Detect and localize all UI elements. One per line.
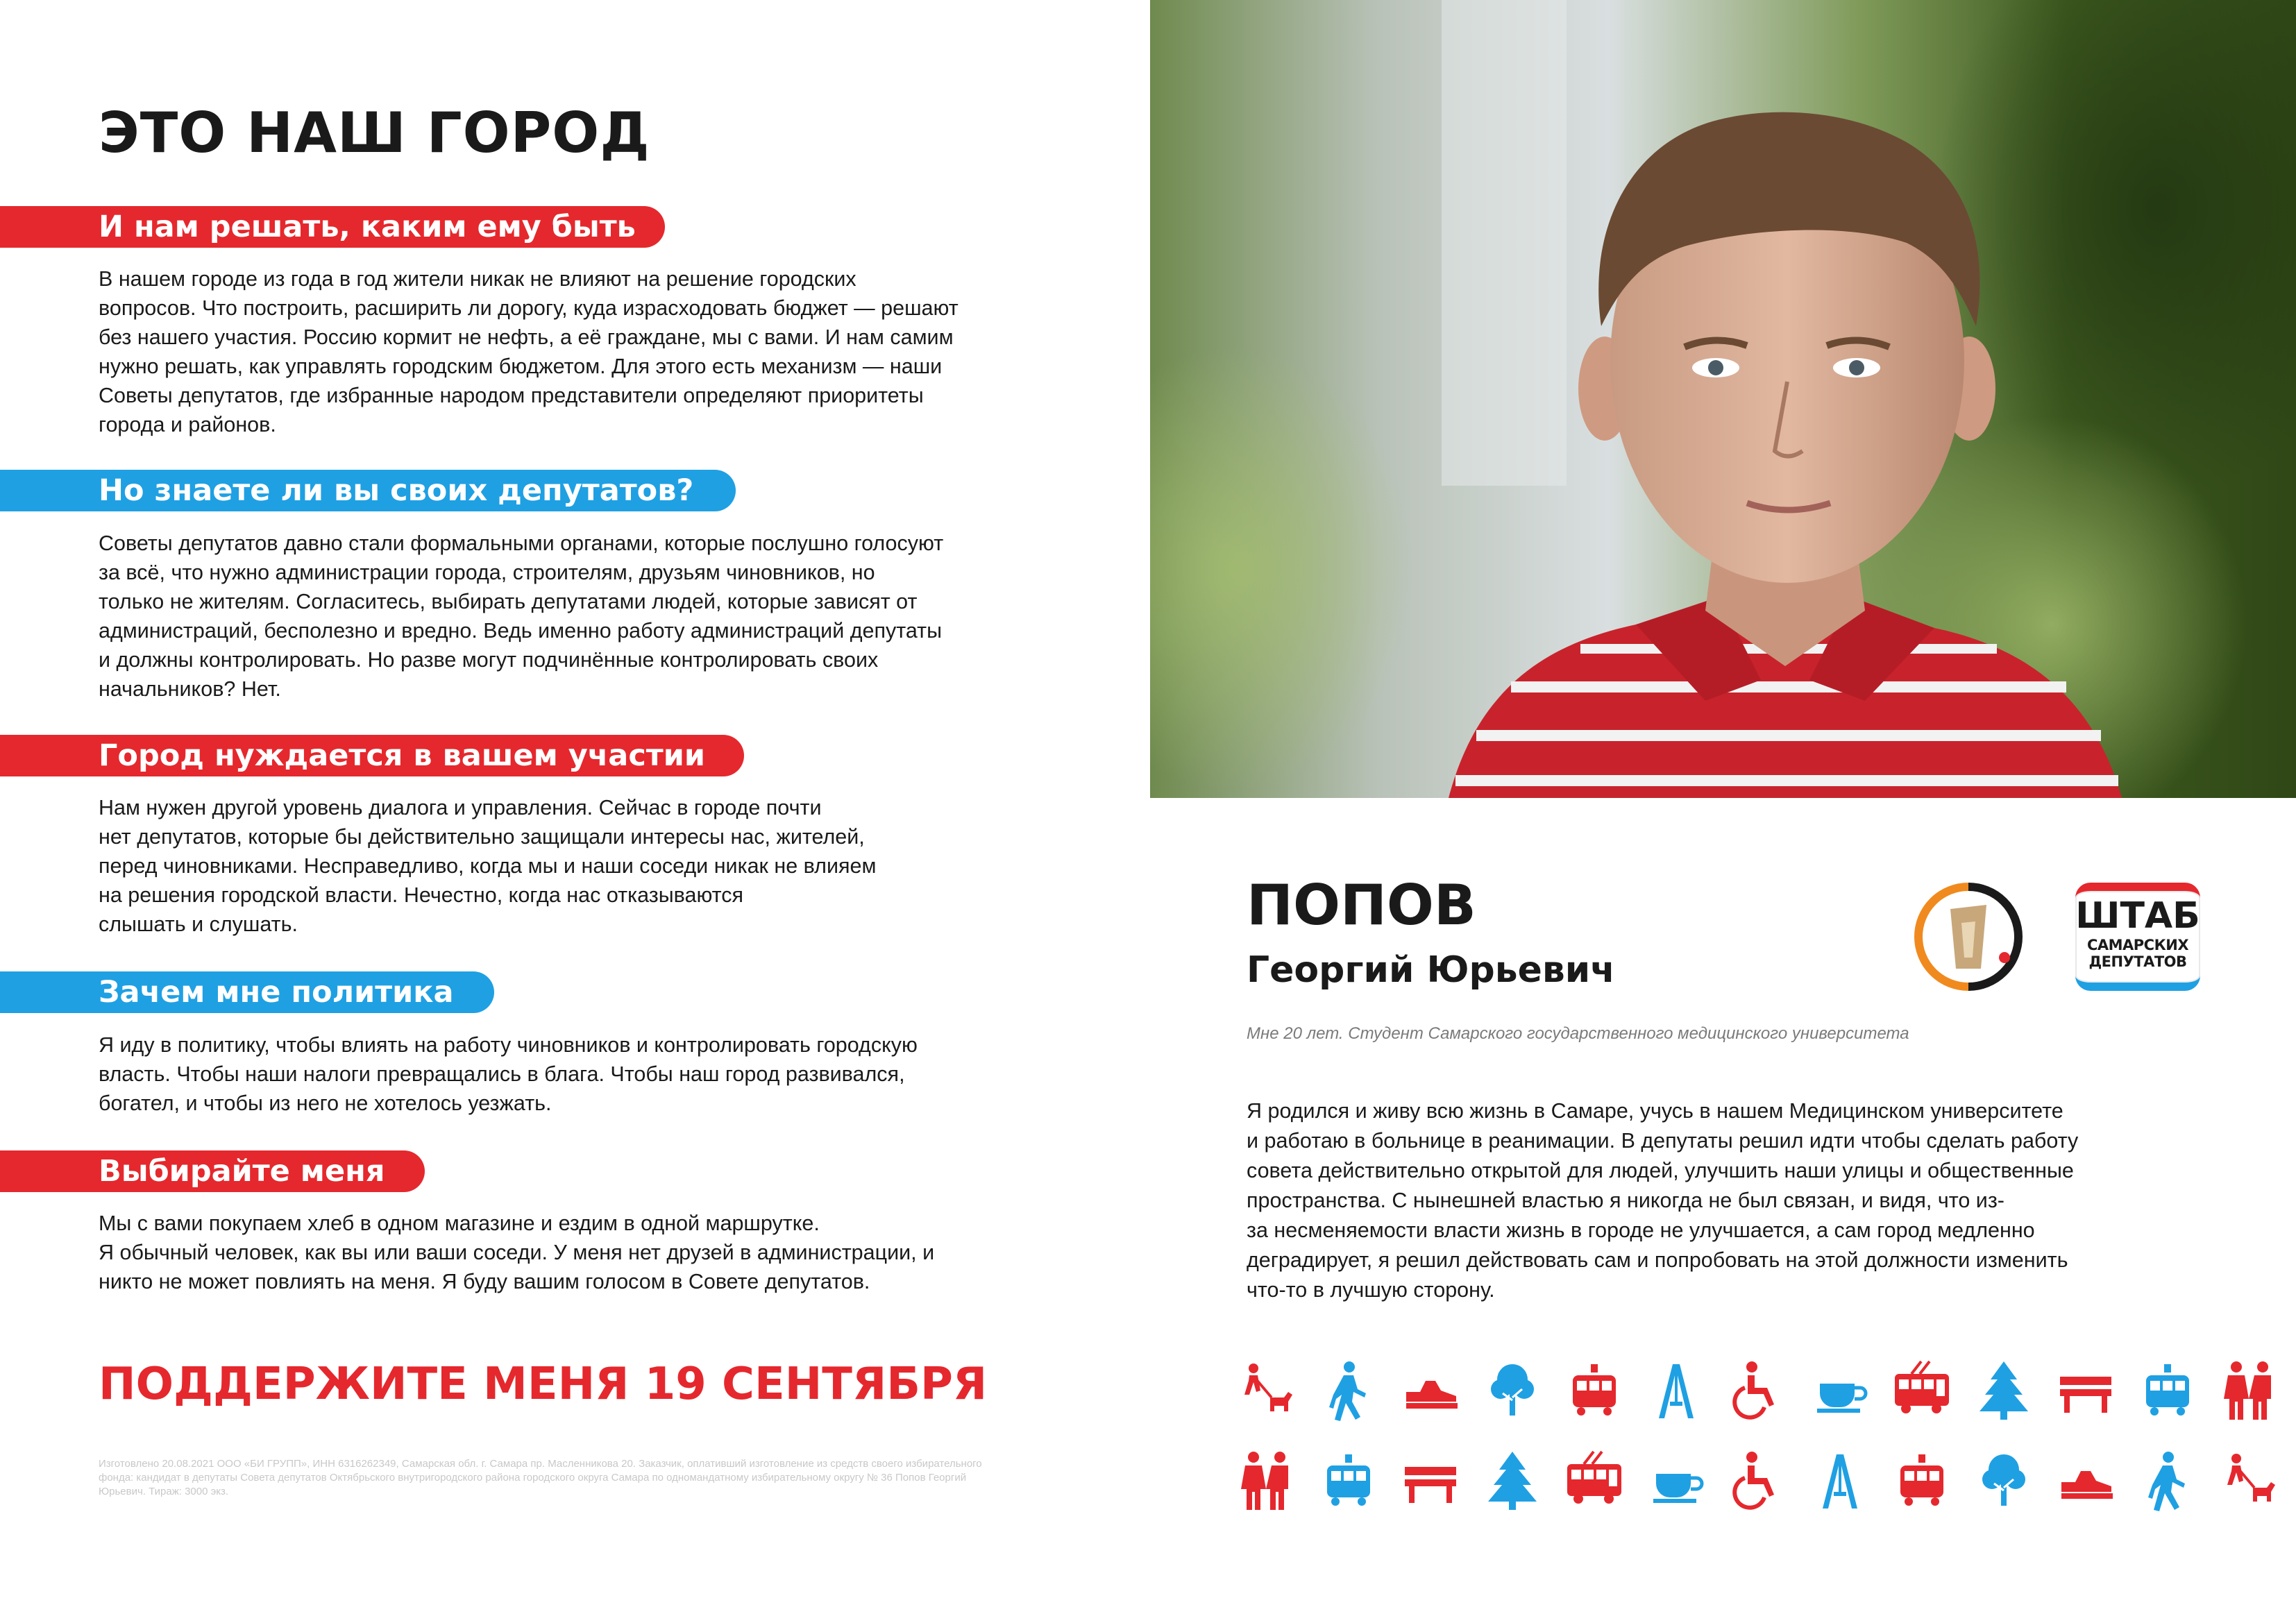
sneaker-icon [1399, 1359, 1462, 1421]
tram-icon [1891, 1449, 1953, 1511]
candidate-name: Георгий Юрьевич [1247, 949, 1615, 991]
bench-icon [1399, 1449, 1462, 1511]
section-body-decide: В нашем городе из года в год жители никак не влияют на решение городских вопросов. Что построить, расширить ли дорогу, куда израсходовать бюджет — решают без нашего участия. Россию кормит не нефть, а её граждане, мы с вами. И нам самим нужно решать, как управлять городским бюджетом. Для этого есть механизм — наши Советы депутатов, где избранные народом представители определяют приоритеты города и районов. [99, 267, 959, 436]
tram-icon [2136, 1359, 2199, 1421]
section-heading-deputies: Но знаете ли вы своих депутатов? [0, 470, 736, 511]
sneaker-icon [2054, 1449, 2117, 1511]
swing-icon [1809, 1449, 1871, 1511]
wheelchair-icon [1727, 1359, 1789, 1421]
pedestrian-icon [2136, 1449, 2199, 1511]
city-icons-row-top [1235, 1359, 2207, 1421]
tram-icon [1563, 1359, 1626, 1421]
trolleybus-icon [1563, 1449, 1626, 1511]
call-to-action: ПОДДЕРЖИТЕ МЕНЯ 19 СЕНТЯБРЯ [99, 1359, 988, 1410]
fir-tree-icon [1973, 1359, 2035, 1421]
candidate-bio: Я родился и живу всю жизнь в Самаре, учусь в нашем Медицинском университете и работаю в больнице в реанимации. В депутаты решил идти чтобы сделать работу совета действительно открытой для людей, улучшить наши улицы и общественные пространства. С нынешней властью я никогда не был связан, и видя, что из- за несменяемости власти жизнь в городе не улучшается, а сам город медленно деградирует, я решил действовать сам и попробовать на этой должности изменить что-то в лучшую сторону. [1247, 1099, 2079, 1302]
deciduous-tree-icon [1973, 1449, 2035, 1511]
section-body-deputies: Советы депутатов давно стали формальными органами, которые послушно голосуют за всё, что нужно администрации города, строителям, друзьям чиновников, но только не жителям. Согласитесь, выбирать депутатами людей, которые зависят от администраций, бесполезно и вредно. Ведь именно работу администраций депутаты и должны контролировать. Но разве могут подчинённые контролировать своих начальников? Нет. [99, 532, 944, 701]
wheelchair-icon [1727, 1449, 1789, 1511]
dog-walker-icon [2218, 1449, 2281, 1511]
candidate-surname: ПОПОВ [1247, 873, 1476, 937]
trolleybus-icon [1891, 1359, 1953, 1421]
party-emblem-logo [1913, 881, 2024, 992]
fir-tree-icon [1481, 1449, 1544, 1511]
bench-icon [2054, 1359, 2117, 1421]
city-icons-row-bottom [1235, 1449, 2207, 1511]
coffee-cup-icon [1809, 1359, 1871, 1421]
print-imprint: Изготовлено 20.08.2021 ООО «БИ ГРУПП», ИНН 6316262349, Самарская обл. г. Самара пр. Масленникова 20. Заказчик, оплативший изготовление из средств своего избирательного фонда: кандидат в депутаты Совета депутатов Октябрьского внутригородского района городского округа Самара по одномандатному избирательному округу № 36 Попов Георгий Юрьевич. Тираж: 3000 экз. [99, 1458, 982, 1497]
section-body-participation: Нам нужен другой уровень диалога и управления. Сейчас в городе почти нет депутатов, которые бы действительно защищали интересы нас, жителей, перед чиновниками. Несправедливо, когда мы и наши соседи никак не влияем на решения городской власти. Нечестно, когда нас отказываются слышать и слушать. [99, 796, 877, 936]
section-heading-choose-me: Выбирайте меня [0, 1150, 425, 1192]
tram-icon [1317, 1449, 1380, 1511]
section-heading-participation: Город нуждается в вашем участии [0, 735, 744, 776]
pedestrian-icon [1317, 1359, 1380, 1421]
candidate-tagline: Мне 20 лет. Студент Самарского государственного медицинского университета [1247, 1024, 1909, 1043]
candidate-photo [1150, 0, 2296, 798]
section-body-choose-me: Мы с вами покупаем хлеб в одном магазине и ездим в одной маршрутке. Я обычный человек, как вы или ваши соседи. У меня нет друзей в администрации, и никто не может повлиять на меня. Я буду вашим голосом в Совете депутатов. [99, 1212, 935, 1293]
page-title: ЭТО НАШ ГОРОД [99, 101, 650, 165]
section-body-politics: Я иду в политику, чтобы влиять на работу чиновников и контролировать городскую власть. Чтобы наши налоги превращались в блага. Чтобы наш город развивался, богател, и чтобы из него не хотелось уезжать. [99, 1033, 918, 1115]
deciduous-tree-icon [1481, 1359, 1544, 1421]
couple-icon [2218, 1359, 2281, 1421]
section-heading-politics: Зачем мне политика [0, 971, 494, 1013]
couple-icon [1235, 1449, 1298, 1511]
shtab-logo: ШТАБ САМАРСКИХ ДЕПУТАТОВ [2075, 883, 2200, 991]
dog-walker-icon [1235, 1359, 1298, 1421]
swing-icon [1645, 1359, 1707, 1421]
coffee-cup-icon [1645, 1449, 1707, 1511]
section-heading-decide: И нам решать, каким ему быть [0, 206, 665, 248]
